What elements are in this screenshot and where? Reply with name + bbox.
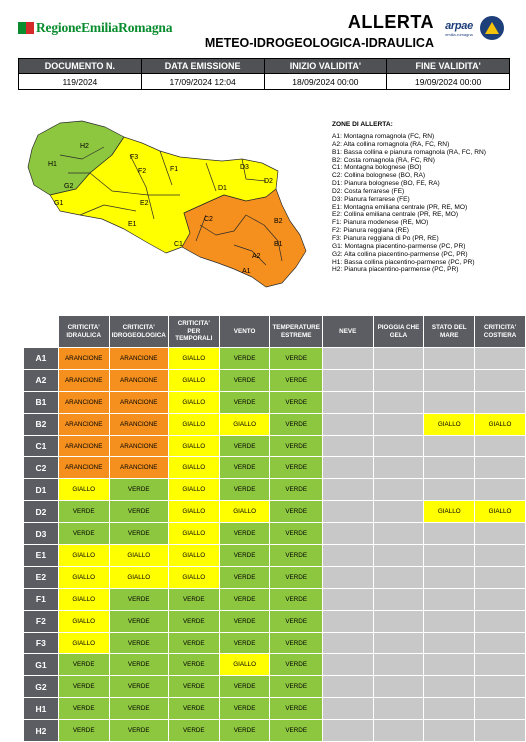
alert-level-cell: VERDE <box>270 566 322 588</box>
zone-label: D3 <box>24 523 59 545</box>
legend-item: B1: Bassa collina e pianura romagnola (RA, FC, RN) <box>332 148 486 156</box>
alert-level-cell: GIALLO <box>475 413 526 435</box>
page-subtitle: METEO-IDROGEOLOGICA-IDRAULICA <box>204 36 434 50</box>
alert-level-cell: GIALLO <box>58 632 109 654</box>
alert-level-cell <box>322 610 373 632</box>
alert-level-cell <box>322 501 373 523</box>
alerts-row <box>24 720 526 742</box>
alert-level-cell: VERDE <box>168 610 219 632</box>
alert-level-cell: VERDE <box>219 348 270 370</box>
alert-level-cell <box>373 348 424 370</box>
alerts-column-header: VENTO <box>219 316 270 348</box>
alert-level-cell: VERDE <box>270 632 322 654</box>
alert-level-cell: VERDE <box>109 588 168 610</box>
alert-level-cell: VERDE <box>109 698 168 720</box>
map-label-d2: D2 <box>264 178 273 185</box>
alert-level-cell: VERDE <box>219 457 270 479</box>
alert-level-cell <box>424 676 475 698</box>
alert-level-cell: GIALLO <box>168 566 219 588</box>
alert-level-cell: ARANCIONE <box>109 413 168 435</box>
alert-level-cell <box>322 720 373 742</box>
page-title: ALLERTA <box>347 12 434 32</box>
alert-level-cell <box>475 545 526 567</box>
title-block <box>205 12 434 50</box>
alerts-row <box>24 676 526 698</box>
alert-level-cell <box>475 698 526 720</box>
alert-level-cell <box>322 566 373 588</box>
alert-level-cell <box>322 545 373 567</box>
legend-item: H1: Bassa collina piacentino-parmense (PC, PR) <box>332 258 475 266</box>
zone-label: A1 <box>24 348 59 370</box>
alert-level-cell: VERDE <box>270 413 322 435</box>
legend-item: F3: Pianura reggiana di Po (PR, RE) <box>332 234 439 242</box>
legend-item: D3: Pianura ferrarese (FE) <box>332 195 410 203</box>
alert-level-cell: GIALLO <box>219 501 270 523</box>
alert-level-cell: GIALLO <box>58 610 109 632</box>
validity-start: 18/09/2024 00:00 <box>264 74 387 90</box>
alert-level-cell <box>373 632 424 654</box>
alert-level-cell <box>424 435 475 457</box>
alert-level-cell: ARANCIONE <box>58 348 109 370</box>
alert-level-cell <box>373 457 424 479</box>
alert-level-cell: VERDE <box>219 588 270 610</box>
alert-level-cell: VERDE <box>219 566 270 588</box>
zones-legend <box>332 121 522 274</box>
legend-item: A2: Alta collina romagnola (RA, FC, RN) <box>332 140 450 148</box>
alert-level-cell: VERDE <box>270 479 322 501</box>
alert-level-cell <box>424 698 475 720</box>
alert-level-cell: ARANCIONE <box>58 369 109 391</box>
alert-level-cell: GIALLO <box>168 501 219 523</box>
alert-level-cell <box>424 545 475 567</box>
map-label-f2: F2 <box>138 168 147 175</box>
alert-level-cell <box>322 676 373 698</box>
alert-level-cell: VERDE <box>109 654 168 676</box>
alert-level-cell <box>373 588 424 610</box>
alert-level-cell <box>475 588 526 610</box>
legend-item: E2: Collina emiliana centrale (PR, RE, MO) <box>332 211 459 219</box>
alert-level-cell: GIALLO <box>168 435 219 457</box>
alert-level-cell <box>475 523 526 545</box>
alert-level-cell <box>322 654 373 676</box>
info-value-row <box>19 74 510 90</box>
map-label-f3: F3 <box>130 154 139 161</box>
alert-level-cell: GIALLO <box>58 588 109 610</box>
alerts-body <box>24 348 526 742</box>
alert-level-cell <box>475 457 526 479</box>
alert-level-cell: ARANCIONE <box>109 457 168 479</box>
alert-level-cell <box>475 654 526 676</box>
alert-level-cell: GIALLO <box>58 479 109 501</box>
map-label-e1: E1 <box>128 221 137 228</box>
alerts-row <box>24 348 526 370</box>
legend-item: G1: Montagna piacentino-parmense (PC, PR) <box>332 242 466 250</box>
alert-level-cell: GIALLO <box>168 523 219 545</box>
alert-level-cell: VERDE <box>109 676 168 698</box>
alert-level-cell <box>373 610 424 632</box>
alert-level-cell: VERDE <box>58 676 109 698</box>
alert-level-cell <box>373 391 424 413</box>
civil-protection-icon <box>480 16 504 40</box>
alert-level-cell <box>424 523 475 545</box>
alert-level-cell <box>373 720 424 742</box>
alert-level-cell: VERDE <box>109 501 168 523</box>
map-label-a1: A1 <box>242 268 251 275</box>
map-label-h2: H2 <box>80 143 89 150</box>
alert-level-cell: VERDE <box>168 720 219 742</box>
alert-level-cell: GIALLO <box>168 457 219 479</box>
alert-level-cell <box>475 720 526 742</box>
alert-level-cell: VERDE <box>168 588 219 610</box>
document-info-table <box>18 58 510 90</box>
alert-level-cell: VERDE <box>109 479 168 501</box>
alert-level-cell: VERDE <box>270 698 322 720</box>
alert-level-cell <box>424 632 475 654</box>
alerts-row <box>24 435 526 457</box>
alert-level-cell: VERDE <box>219 698 270 720</box>
info-header-row <box>19 59 510 74</box>
map-label-h1: H1 <box>48 161 57 168</box>
alert-level-cell <box>373 369 424 391</box>
alerts-row <box>24 523 526 545</box>
alert-level-cell: VERDE <box>109 632 168 654</box>
alert-level-cell <box>373 413 424 435</box>
alert-level-cell: VERDE <box>270 369 322 391</box>
map-label-b1: B1 <box>274 241 283 248</box>
alerts-row <box>24 632 526 654</box>
info-header-end: FINE VALIDITA' <box>387 59 510 74</box>
zone-label: F2 <box>24 610 59 632</box>
alert-level-cell: GIALLO <box>58 566 109 588</box>
alert-level-cell: VERDE <box>270 523 322 545</box>
alert-level-cell: GIALLO <box>168 413 219 435</box>
legend-item: C2: Collina bolognese (BO, RA) <box>332 172 426 180</box>
alert-level-cell <box>373 676 424 698</box>
alert-level-cell <box>322 369 373 391</box>
legend-item: A1: Montagna romagnola (FC, RN) <box>332 133 435 140</box>
map-label-c2: C2 <box>204 216 213 223</box>
alert-level-cell <box>475 676 526 698</box>
zone-label: C1 <box>24 435 59 457</box>
alert-level-cell: VERDE <box>168 632 219 654</box>
alert-level-cell: GIALLO <box>424 413 475 435</box>
alerts-table <box>23 315 526 742</box>
region-logo-text: RegioneEmiliaRomagna <box>36 20 173 35</box>
alert-level-cell: VERDE <box>270 720 322 742</box>
region-map <box>20 115 320 305</box>
alert-level-cell: VERDE <box>219 545 270 567</box>
legend-item: D2: Costa ferrarese (FE) <box>332 187 405 195</box>
alert-level-cell: VERDE <box>58 501 109 523</box>
region-logo <box>18 20 172 36</box>
alert-level-cell: VERDE <box>219 610 270 632</box>
alert-level-cell <box>373 479 424 501</box>
alert-level-cell: GIALLO <box>168 391 219 413</box>
alert-level-cell <box>373 566 424 588</box>
map-label-a2: A2 <box>252 253 261 260</box>
alert-level-cell <box>373 545 424 567</box>
alert-level-cell: GIALLO <box>58 545 109 567</box>
alert-level-cell: VERDE <box>270 545 322 567</box>
info-header-start: INIZIO VALIDITA' <box>264 59 387 74</box>
alert-level-cell <box>322 632 373 654</box>
alert-level-cell: VERDE <box>168 654 219 676</box>
alert-level-cell <box>475 391 526 413</box>
zone-label: E2 <box>24 566 59 588</box>
alert-level-cell <box>424 720 475 742</box>
alert-level-cell: ARANCIONE <box>58 457 109 479</box>
alert-level-cell: VERDE <box>168 698 219 720</box>
legend-item: C1: Montagna bolognese (BO) <box>332 164 422 172</box>
alert-level-cell <box>475 348 526 370</box>
zone-label: H2 <box>24 720 59 742</box>
alert-level-cell: ARANCIONE <box>109 348 168 370</box>
alert-level-cell <box>424 369 475 391</box>
alert-level-cell: VERDE <box>168 676 219 698</box>
map-label-d1: D1 <box>218 185 227 192</box>
zone-label: B1 <box>24 391 59 413</box>
alerts-column-header: CRITICITA' COSTIERA <box>475 316 526 348</box>
document-number: 119/2024 <box>19 74 142 90</box>
arpae-logo <box>442 20 476 37</box>
alerts-column-header: CRITICITA' IDRAULICA <box>58 316 109 348</box>
alert-level-cell: VERDE <box>219 435 270 457</box>
alert-level-cell <box>424 457 475 479</box>
alert-level-cell <box>373 654 424 676</box>
alerts-row <box>24 369 526 391</box>
alert-level-cell: VERDE <box>219 391 270 413</box>
alert-level-cell: VERDE <box>109 610 168 632</box>
arpae-logo-text: arpae <box>445 20 473 32</box>
alert-level-cell: GIALLO <box>424 501 475 523</box>
alert-level-cell <box>322 479 373 501</box>
alert-level-cell: VERDE <box>219 676 270 698</box>
alert-level-cell: VERDE <box>270 501 322 523</box>
alert-level-cell: VERDE <box>270 391 322 413</box>
legend-list <box>332 133 522 274</box>
zone-label: D2 <box>24 501 59 523</box>
alert-level-cell <box>424 566 475 588</box>
alerts-row <box>24 413 526 435</box>
alert-level-cell <box>475 632 526 654</box>
zone-label: C2 <box>24 457 59 479</box>
alert-level-cell: VERDE <box>219 523 270 545</box>
zone-label: H1 <box>24 698 59 720</box>
alert-level-cell <box>475 479 526 501</box>
alert-level-cell: VERDE <box>219 720 270 742</box>
alerts-column-header: TEMPERATURE ESTREME <box>270 316 322 348</box>
legend-item: F2: Pianura reggiana (RE) <box>332 227 409 235</box>
alert-level-cell: VERDE <box>270 348 322 370</box>
alert-level-cell: GIALLO <box>109 566 168 588</box>
alert-level-cell: ARANCIONE <box>58 435 109 457</box>
alert-level-cell: ARANCIONE <box>109 391 168 413</box>
alert-level-cell <box>475 435 526 457</box>
alerts-row <box>24 545 526 567</box>
alert-level-cell: GIALLO <box>219 654 270 676</box>
alert-level-cell: GIALLO <box>219 413 270 435</box>
alert-level-cell <box>322 391 373 413</box>
alert-level-cell <box>373 501 424 523</box>
map-label-c1: C1 <box>174 241 183 248</box>
alerts-row <box>24 588 526 610</box>
alerts-header-row <box>24 316 526 348</box>
zone-label: G1 <box>24 654 59 676</box>
alert-level-cell: VERDE <box>270 654 322 676</box>
legend-item: F1: Pianura modenese (RE, MO) <box>332 219 429 227</box>
region-flag-icon <box>18 22 34 34</box>
legend-item: B2: Costa romagnola (RA, FC, RN) <box>332 156 435 164</box>
zone-label: E1 <box>24 545 59 567</box>
alert-level-cell: GIALLO <box>168 348 219 370</box>
alerts-column-header: NEVE <box>322 316 373 348</box>
page-header <box>0 0 526 56</box>
alert-level-cell: GIALLO <box>168 369 219 391</box>
alert-level-cell <box>322 523 373 545</box>
alerts-column-header: CRITICITA' PER TEMPORALI <box>168 316 219 348</box>
emission-date: 17/09/2024 12:04 <box>141 74 264 90</box>
alert-level-cell <box>424 610 475 632</box>
alert-level-cell <box>322 435 373 457</box>
alert-level-cell: ARANCIONE <box>109 435 168 457</box>
alert-level-cell <box>424 654 475 676</box>
legend-item: E1: Montagna emiliana centrale (PR, RE, MO) <box>332 203 468 211</box>
alert-level-cell <box>424 348 475 370</box>
alerts-row <box>24 479 526 501</box>
alerts-row <box>24 501 526 523</box>
alert-level-cell: VERDE <box>219 632 270 654</box>
alert-level-cell <box>373 523 424 545</box>
alerts-row <box>24 654 526 676</box>
alerts-row <box>24 566 526 588</box>
alerts-row <box>24 457 526 479</box>
alert-level-cell <box>373 435 424 457</box>
alert-level-cell: VERDE <box>58 654 109 676</box>
validity-end: 19/09/2024 00:00 <box>387 74 510 90</box>
legend-title: ZONE DI ALLERTA: <box>332 121 393 128</box>
zone-label: B2 <box>24 413 59 435</box>
alert-level-cell: VERDE <box>109 523 168 545</box>
alert-level-cell: VERDE <box>219 479 270 501</box>
legend-item: G2: Alta collina piacentino-parmense (PC, PR) <box>332 250 468 258</box>
alert-level-cell: ARANCIONE <box>109 369 168 391</box>
zone-label: D1 <box>24 479 59 501</box>
alert-level-cell: VERDE <box>270 610 322 632</box>
alerts-corner <box>24 316 59 348</box>
alert-level-cell: VERDE <box>270 435 322 457</box>
alert-level-cell: GIALLO <box>109 545 168 567</box>
alert-level-cell <box>373 698 424 720</box>
zone-label: F1 <box>24 588 59 610</box>
alert-level-cell <box>475 369 526 391</box>
alert-level-cell <box>475 610 526 632</box>
alerts-column-header: PIOGGIA CHE GELA <box>373 316 424 348</box>
alerts-column-header: CRITICITA' IDROGEOLOGICA <box>109 316 168 348</box>
alert-level-cell: VERDE <box>270 457 322 479</box>
alert-level-cell <box>322 698 373 720</box>
alert-level-cell <box>475 566 526 588</box>
alert-level-cell: GIALLO <box>475 501 526 523</box>
alert-level-cell: VERDE <box>58 720 109 742</box>
zone-label: F3 <box>24 632 59 654</box>
alerts-row <box>24 391 526 413</box>
info-header-emission: DATA EMISSIONE <box>141 59 264 74</box>
alert-level-cell <box>322 348 373 370</box>
alert-level-cell: VERDE <box>109 720 168 742</box>
alert-level-cell <box>424 391 475 413</box>
alerts-row <box>24 610 526 632</box>
alert-level-cell: VERDE <box>270 676 322 698</box>
map-label-g1: G1 <box>54 200 64 207</box>
map-label-d3: D3 <box>240 164 249 171</box>
alert-level-cell <box>322 457 373 479</box>
map-label-f1: F1 <box>170 166 179 173</box>
alert-level-cell: ARANCIONE <box>58 391 109 413</box>
legend-item: H2: Pianura piacentino-parmense (PC, PR) <box>332 266 459 274</box>
zone-label: A2 <box>24 369 59 391</box>
map-label-b2: B2 <box>274 218 283 225</box>
map-label-g2: G2 <box>64 183 74 190</box>
alert-level-cell: VERDE <box>58 698 109 720</box>
alerts-row <box>24 698 526 720</box>
alert-level-cell: VERDE <box>58 523 109 545</box>
alert-level-cell: GIALLO <box>168 479 219 501</box>
alert-level-cell <box>424 588 475 610</box>
alerts-column-header: STATO DEL MARE <box>424 316 475 348</box>
alert-level-cell <box>424 479 475 501</box>
info-header-doc: DOCUMENTO N. <box>19 59 142 74</box>
alert-zones-map <box>20 115 320 305</box>
arpae-logo-sub: emilia-romagna <box>445 32 473 37</box>
alert-level-cell <box>322 588 373 610</box>
alert-level-cell: VERDE <box>219 369 270 391</box>
alert-level-cell <box>322 413 373 435</box>
alert-level-cell: ARANCIONE <box>58 413 109 435</box>
legend-item: D1: Pianura bolognese (BO, FE, RA) <box>332 180 440 188</box>
map-label-e2: E2 <box>140 200 149 207</box>
alert-level-cell: VERDE <box>270 588 322 610</box>
zone-label: G2 <box>24 676 59 698</box>
alert-level-cell: GIALLO <box>168 545 219 567</box>
